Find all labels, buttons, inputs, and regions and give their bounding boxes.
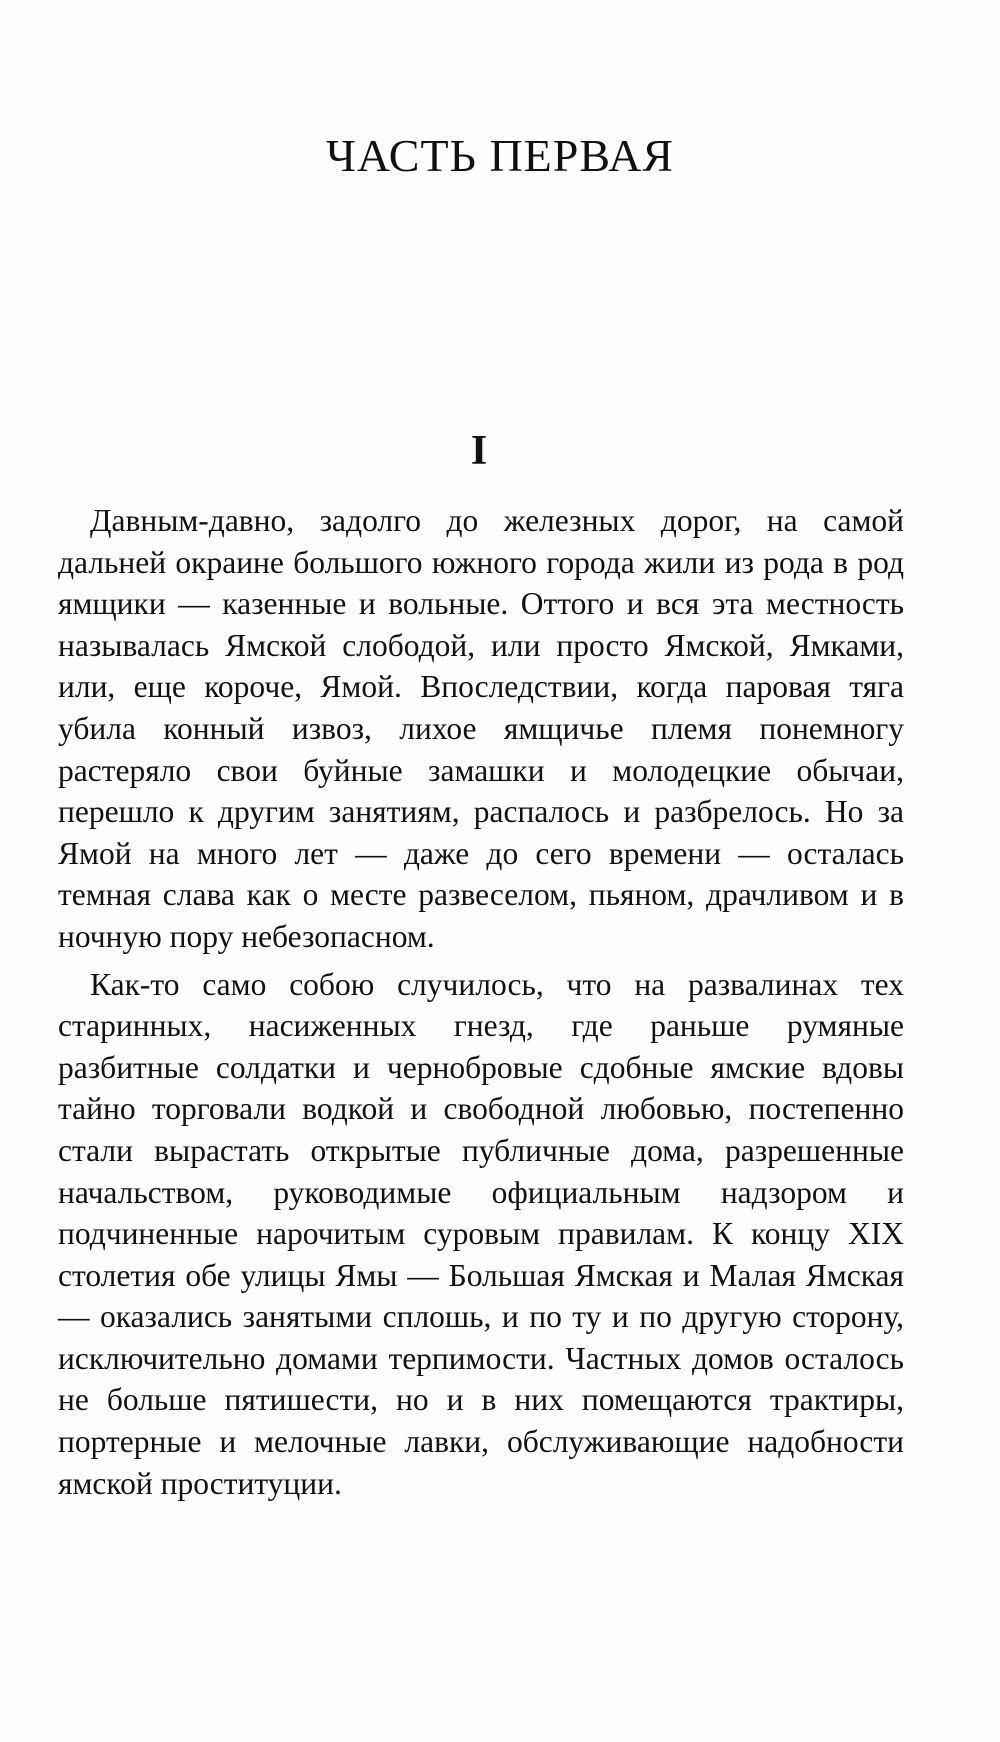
paragraph: Как-то само собою случилось, что на развалинах тех старинных, насиженных гнезд, где раньше румяные разбитные солдатки и чернобровые сдобные ямские вдовы тайно торговали водкой и свободной любовью, постепенно стали вырастать открытые публичные дома, разрешенные начальством, руководимые официальным надзором и подчиненные нарочитым суровым правилам. К концу XIX столетия обе улицы Ямы — Большая Ямская и Малая Ямская — оказались занятыми сплошь, и по ту и по другую сторону, исключительно домами терпимости. Частных домов осталось не больше пятишести, но и в них помещаются трактиры, портерные и мелочные лавки, обслуживающие надобности ямской проституции. bbox=[58, 966, 904, 1501]
body-text bbox=[58, 500, 904, 1504]
paragraph: Давным-давно, задолго до железных дорог, на самой дальней окраине большого южного города жили из рода в род ямщики — казенные и вольные. Оттого и вся эта местность называлась Ямской слободой, или просто Ямской, Ямками, или, еще короче, Ямой. Впоследствии, когда паровая тяга убила конный извоз, лихое ямщичье племя понемногу растеряло свои буйные замашки и молодецкие обычаи, перешло к другим занятиям, распалось и разбрелось. Но за Ямой на много лет — даже до сего времени — осталась темная слава как о месте развеселом, пьяном, драчливом и в ночную пору небезопасном. bbox=[58, 503, 904, 954]
chapter-number: I bbox=[470, 428, 488, 474]
part-title: ЧАСТЬ ПЕРВАЯ bbox=[325, 130, 675, 181]
